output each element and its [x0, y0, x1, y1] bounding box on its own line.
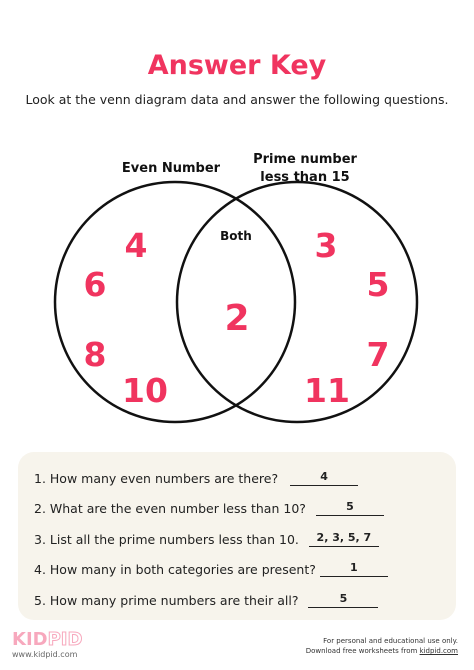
kidpid-logo — [12, 630, 82, 660]
both-label: Both — [220, 229, 252, 243]
question-text: 2. What are the even number less than 10? — [34, 501, 306, 516]
footer-line1: For personal and educational use only. — [323, 637, 458, 645]
left-number: 4 — [124, 226, 148, 265]
right-number: 11 — [304, 371, 350, 410]
question-text: 1. How many even numbers are there? — [34, 471, 279, 486]
right-label-line2: less than 15 — [260, 170, 350, 185]
question-row — [34, 588, 378, 608]
center-number: 2 — [224, 298, 250, 339]
footer-link[interactable]: kidpid.com — [419, 647, 458, 655]
venn-diagram — [0, 140, 474, 430]
footer-note — [306, 636, 458, 656]
answer-field: 2, 3, 5, 7 — [309, 531, 379, 547]
answer-field: 5 — [316, 500, 384, 516]
right-number: 3 — [314, 226, 338, 265]
answer-field: 4 — [290, 470, 358, 486]
question-row — [34, 557, 388, 577]
question-row — [34, 466, 358, 486]
right-number: 5 — [366, 265, 390, 304]
left-number: 6 — [83, 265, 107, 304]
left-label: Even Number — [121, 161, 221, 176]
question-row — [34, 496, 384, 516]
page-title: Answer Key — [147, 50, 327, 81]
left-number: 8 — [83, 335, 107, 374]
instructions: Look at the venn diagram data and answer the following questions. — [25, 92, 449, 107]
logo-wordmark: KIDPID — [12, 629, 83, 650]
right-label-line1: Prime number — [253, 152, 357, 167]
logo-url: www.kidpid.com — [12, 650, 78, 659]
right-number: 7 — [366, 335, 390, 374]
answer-field: 1 — [320, 561, 388, 577]
question-row — [34, 527, 379, 547]
questions-panel — [18, 452, 456, 620]
answer-field: 5 — [308, 592, 378, 608]
question-text: 5. How many prime numbers are their all? — [34, 593, 299, 608]
question-text: 4. How many in both categories are present? — [34, 562, 316, 577]
left-number: 10 — [122, 371, 168, 410]
footer-line2: Download free worksheets from kidpid.com — [305, 647, 458, 655]
question-text: 3. List all the prime numbers less than 10. — [34, 532, 299, 547]
